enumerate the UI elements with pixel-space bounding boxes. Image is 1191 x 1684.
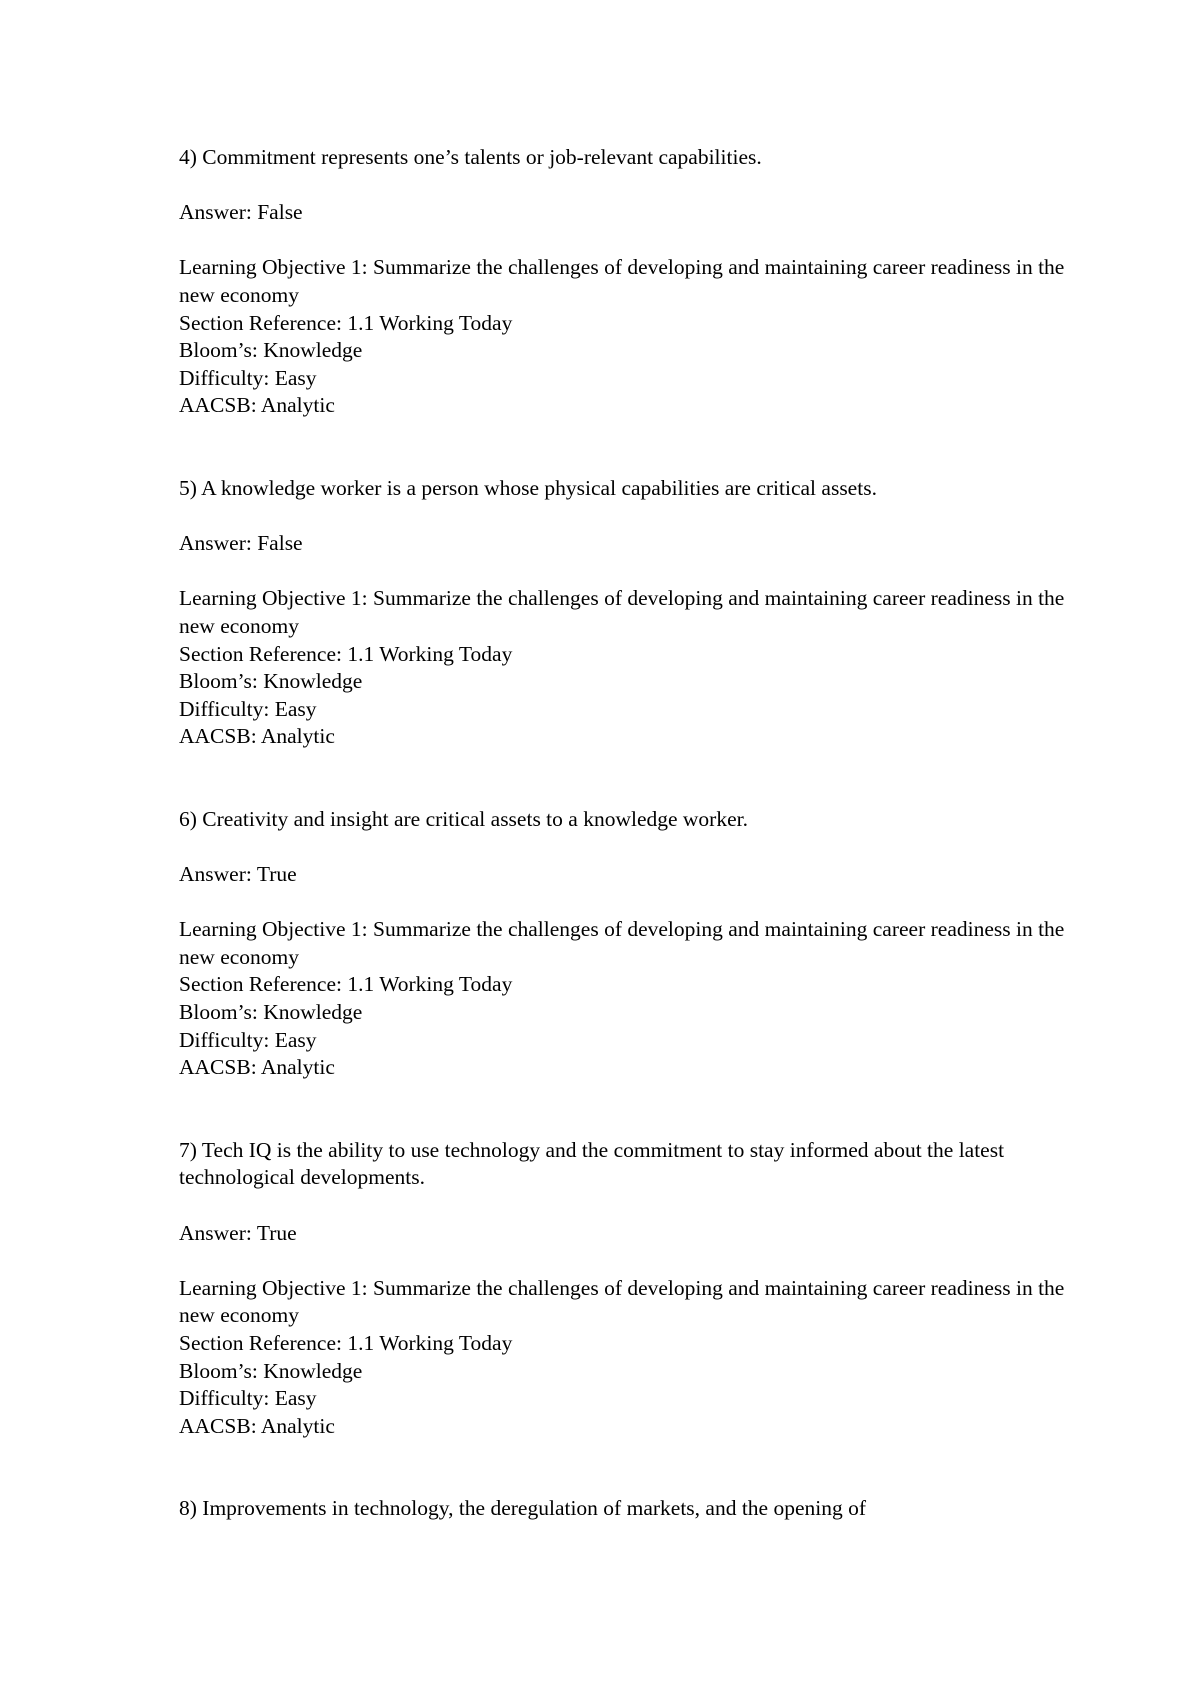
spacer bbox=[179, 751, 1079, 806]
question-block bbox=[179, 144, 1079, 420]
learning-objective: Learning Objective 1: Summarize the challenges of developing and maintaining career readiness in the new economy bbox=[179, 917, 1070, 969]
learning-objective: Learning Objective 1: Summarize the challenges of developing and maintaining career readiness in the new economy bbox=[179, 586, 1070, 638]
section-reference: Section Reference: 1.1 Working Today bbox=[179, 1330, 513, 1355]
aacsb: AACSB: Analytic bbox=[179, 393, 335, 418]
spacer bbox=[179, 420, 1079, 475]
difficulty: Difficulty: Easy bbox=[179, 365, 317, 390]
section-reference: Section Reference: 1.1 Working Today bbox=[179, 641, 513, 666]
question-text: 7) Tech IQ is the ability to use technology and the commitment to stay informed about the latest technological developments. bbox=[179, 1137, 1010, 1190]
learning-objective: Learning Objective 1: Summarize the challenges of developing and maintaining career readiness in the new economy bbox=[179, 1275, 1070, 1328]
difficulty: Difficulty: Easy bbox=[179, 696, 317, 721]
question-block bbox=[179, 1137, 1079, 1441]
question-text: 8) Improvements in technology, the deregulation of markets, and the opening of bbox=[179, 1496, 867, 1521]
learning-objective: Learning Objective 1: Summarize the challenges of developing and maintaining career readiness in the new economy bbox=[179, 255, 1070, 307]
spacer bbox=[179, 1082, 1079, 1137]
question-text: 4) Commitment represents one’s talents or job-relevant capabilities. bbox=[179, 145, 762, 169]
blooms-level: Bloom’s: Knowledge bbox=[179, 669, 363, 694]
section-reference: Section Reference: 1.1 Working Today bbox=[179, 310, 513, 335]
blooms-level: Bloom’s: Knowledge bbox=[179, 338, 363, 363]
blooms-level: Bloom’s: Knowledge bbox=[179, 1358, 363, 1383]
aacsb: AACSB: Analytic bbox=[179, 1055, 335, 1080]
question-block bbox=[179, 806, 1079, 1082]
answer-text: Answer: True bbox=[179, 1220, 297, 1245]
question-text: 6) Creativity and insight are critical assets to a knowledge worker. bbox=[179, 806, 748, 831]
spacer bbox=[179, 1440, 1079, 1495]
document-body bbox=[179, 144, 1079, 1551]
section-reference: Section Reference: 1.1 Working Today bbox=[179, 972, 513, 997]
blooms-level: Bloom’s: Knowledge bbox=[179, 1000, 363, 1025]
answer-text: Answer: True bbox=[179, 862, 297, 887]
answer-text: Answer: False bbox=[179, 200, 303, 225]
aacsb: AACSB: Analytic bbox=[179, 724, 335, 749]
aacsb: AACSB: Analytic bbox=[179, 1413, 335, 1438]
difficulty: Difficulty: Easy bbox=[179, 1027, 317, 1052]
difficulty: Difficulty: Easy bbox=[179, 1386, 317, 1411]
question-text: 5) A knowledge worker is a person whose physical capabilities are critical assets. bbox=[179, 475, 877, 500]
question-block bbox=[179, 475, 1079, 751]
question-block bbox=[179, 1495, 1079, 1523]
answer-text: Answer: False bbox=[179, 531, 303, 556]
